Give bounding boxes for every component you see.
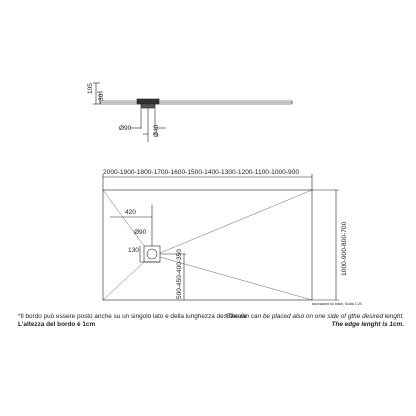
scale-note: lavorazioni su base, Scala 1:20 bbox=[312, 302, 362, 306]
dim-height-total: 105 bbox=[87, 83, 94, 94]
dim-height-edge: 30 bbox=[98, 93, 105, 101]
dim-drain-y: 130 bbox=[128, 247, 139, 254]
dim-outlet-diameter-section: Ø40 bbox=[153, 124, 160, 137]
section-view bbox=[93, 83, 292, 142]
note-english bbox=[225, 313, 404, 329]
tray-outline bbox=[103, 190, 312, 300]
slope-line-corner-top bbox=[103, 190, 144, 246]
drain-body bbox=[137, 99, 159, 104]
dim-drain-x: 420 bbox=[125, 209, 136, 216]
plan-view bbox=[103, 174, 339, 300]
dim-drain-diameter-section: Ø90 bbox=[119, 125, 132, 132]
note-italian bbox=[18, 313, 246, 329]
note-english-line2: The edge lenght is 1cm. bbox=[331, 321, 404, 328]
dim-drain-offset: 500-450-400-350 bbox=[176, 249, 183, 299]
drain-square bbox=[144, 246, 160, 262]
plan-depth-options: 1000-900-800-700 bbox=[341, 221, 348, 276]
dim-drain-diameter-plan: Ø90 bbox=[134, 229, 147, 236]
note-english-line1: *The rim can be placed also on one side of gthe desired lenght. bbox=[224, 313, 404, 320]
note-italian-line1: *Il bordo può essere posto anche su un singolo lato e della lunghezza desiderata bbox=[18, 313, 247, 320]
slope-line-corner-bottom bbox=[103, 262, 144, 300]
note-italian-line2: L'altezza del bordo è 1cm bbox=[18, 321, 96, 328]
plan-width-options: 2000-1900-1800-1700-1600-1500-1400-1300-1200-1100-1000-900 bbox=[103, 169, 300, 176]
slope-line-top bbox=[160, 190, 312, 253]
drain-pipe bbox=[141, 104, 155, 108]
